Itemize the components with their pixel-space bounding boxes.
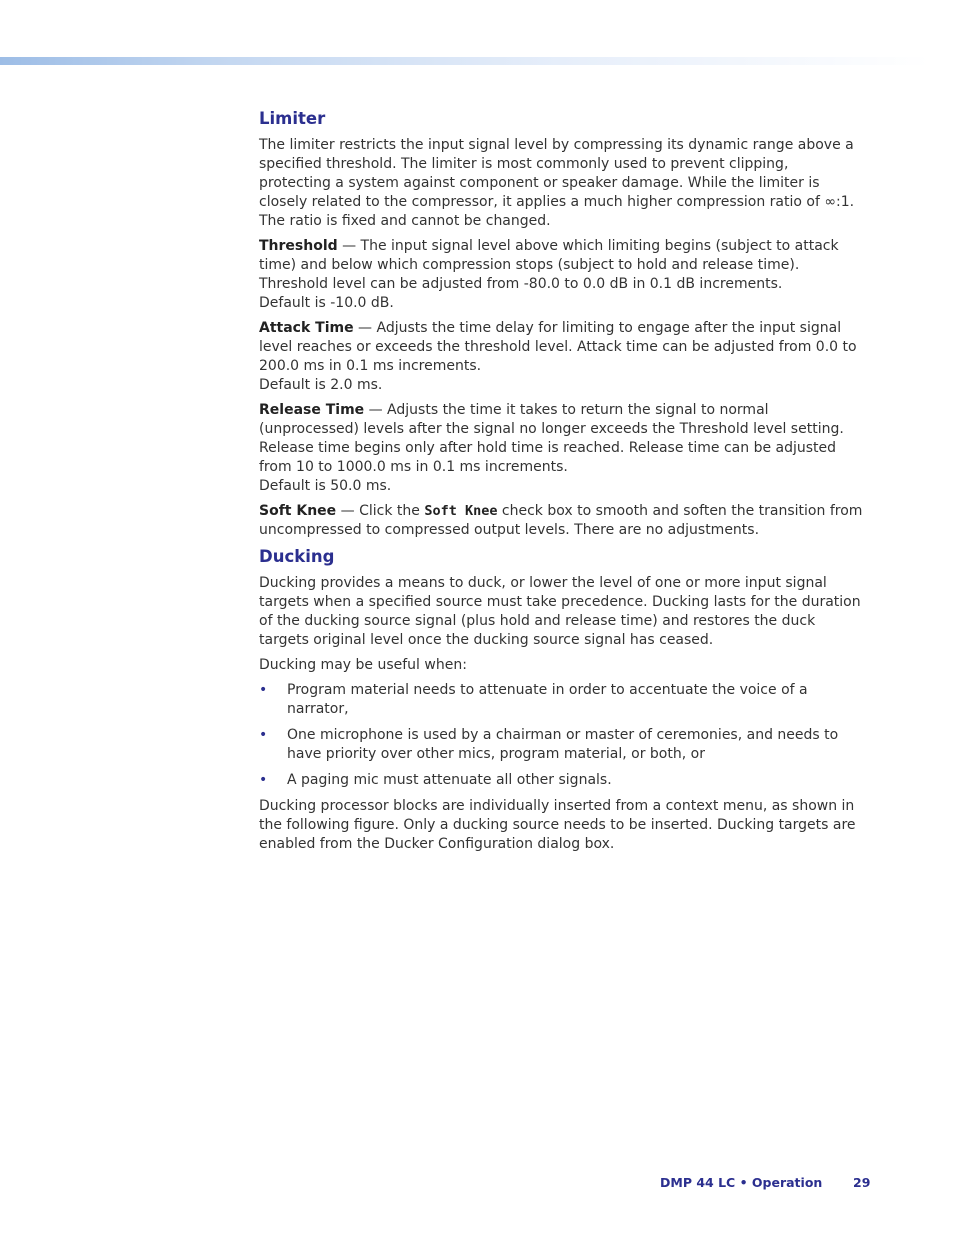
attack-time-term: Attack Time [259, 320, 354, 336]
release-time-paragraph [259, 401, 864, 496]
bullet-icon: • [259, 682, 268, 698]
ducking-bullet-list [259, 681, 864, 790]
page-content [259, 108, 864, 860]
footer-title: DMP 44 LC • Operation [660, 1175, 823, 1190]
ducking-closing: Ducking processor blocks are individually inserted from a context menu, as shown in the following figure. Only a ducking source needs to be inserted. Ducking targets are enabled from the Ducker Configuration dialog box. [259, 798, 856, 852]
attack-time-default: Default is 2.0 ms. [259, 377, 383, 393]
list-item [259, 726, 864, 764]
limiter-heading: Limiter [259, 109, 326, 128]
bullet-icon: • [259, 772, 268, 788]
list-item-text: Program material needs to attenuate in order to accentuate the voice of a narrator, [287, 682, 808, 717]
ducking-heading: Ducking [259, 547, 335, 566]
threshold-paragraph [259, 237, 864, 313]
attack-time-description: — Adjusts the time delay for limiting to engage after the input signal level reaches or exceeds the threshold level. Attack time can be adjusted from 0.0 to 200.0 ms in 0.1 ms increments. [259, 320, 857, 374]
soft-knee-paragraph [259, 502, 864, 540]
list-item [259, 771, 864, 790]
ducking-intro: Ducking provides a means to duck, or lower the level of one or more input signal targets when a specified source must take precedence. Ducking lasts for the duration of the ducking source signal (plus hold and release time) and restores the duck targets original level once the ducking source signal has ceased. [259, 575, 861, 648]
soft-knee-text-before: — Click the [336, 503, 425, 519]
bullet-icon: • [259, 727, 268, 743]
soft-knee-control-name: Soft Knee [424, 503, 498, 519]
list-item-text: One microphone is used by a chairman or master of ceremonies, and needs to have priority over other mics, program material, or both, or [287, 727, 839, 762]
ducking-useful-when: Ducking may be useful when: [259, 657, 467, 673]
attack-time-paragraph [259, 319, 864, 395]
page-number: 29 [853, 1175, 871, 1190]
header-gradient-bar [0, 57, 930, 65]
threshold-term: Threshold [259, 238, 338, 254]
soft-knee-term: Soft Knee [259, 503, 337, 519]
threshold-description: — The input signal level above which limiting begins (subject to attack time) and below which compression stops (subject to hold and release time). Threshold level can be adjusted from -80.0 to 0.0 dB in 0.1 dB increments. [259, 238, 839, 292]
soft-knee-text-after: check box to smooth and soften the transition from uncompressed to compressed output levels. There are no adjustments. [259, 503, 863, 538]
release-time-default: Default is 50.0 ms. [259, 478, 392, 494]
release-time-term: Release Time [259, 402, 365, 418]
threshold-default: Default is -10.0 dB. [259, 295, 394, 311]
release-time-description: — Adjusts the time it takes to return the signal to normal (unprocessed) levels after the signal no longer exceeds the Threshold level setting. Release time begins only after hold time is reached. Release time can be adjusted from 10 to 1000.0 ms in 0.1 ms increments. [259, 402, 844, 475]
list-item [259, 681, 864, 719]
list-item-text: A paging mic must attenuate all other signals. [287, 772, 612, 788]
limiter-intro: The limiter restricts the input signal level by compressing its dynamic range above a specified threshold. The limiter is most commonly used to prevent clipping, protecting a system against component or speaker damage. While the limiter is closely related to the compressor, it applies a much higher compression ratio of ∞:1. The ratio is fixed and cannot be changed. [259, 137, 855, 229]
